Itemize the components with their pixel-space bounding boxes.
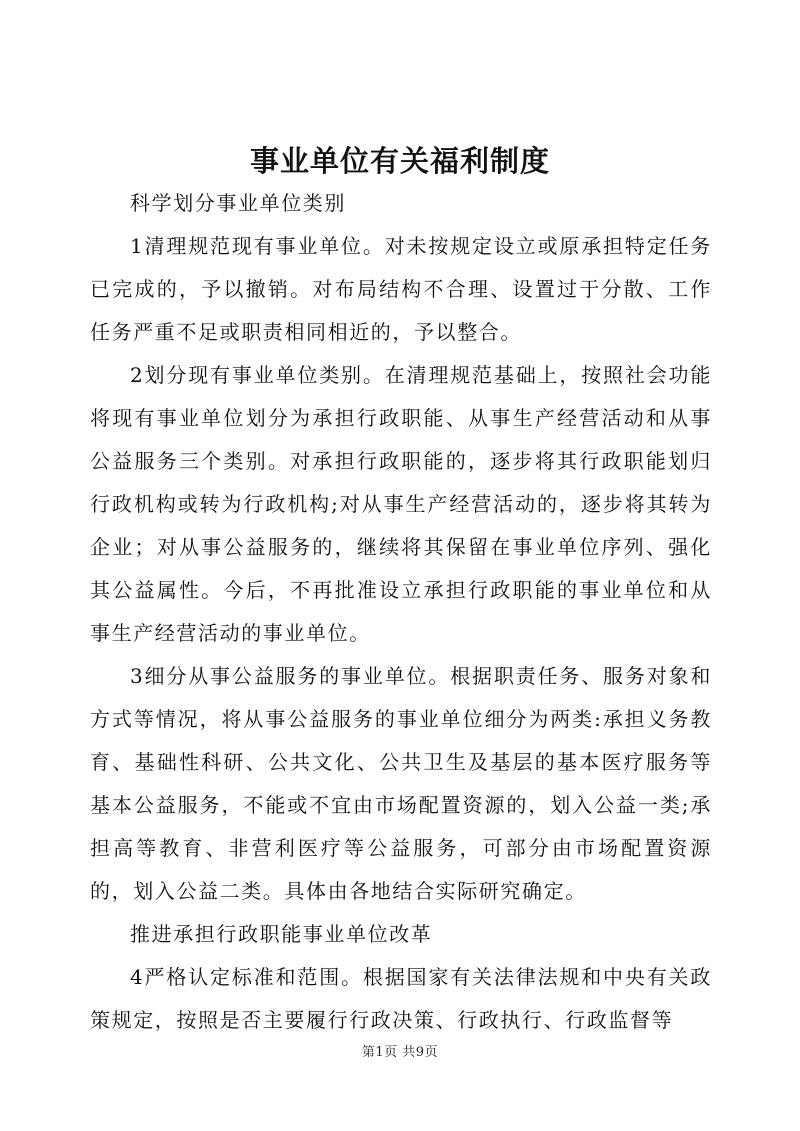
- paragraph-1: 1清理规范现有事业单位。对未按规定设立或原承担特定任务已完成的，予以撤销。对布局结构不合理、设置过于分散、工作任务严重不足或职责相同相近的，予以整合。: [90, 234, 712, 344]
- document-body: [90, 182, 712, 1042]
- section-heading-reform: 推进承担行政职能事业单位改革: [130, 922, 433, 946]
- document-title: 事业单位有关福利制度: [249, 144, 550, 178]
- page-footer: 第1页 共9页: [361, 1045, 439, 1060]
- section-heading-classification: 科学划分事业单位类别: [130, 191, 346, 215]
- paragraph-3: 3细分从事公益服务的事业单位。根据职责任务、服务对象和方式等情况，将从事公益服务的事业单位细分为两类:承担义务教育、基础性科研、公共文化、公共卫生及基层的基本医疗服务等基本公益服务，不能或不宜由市场配置资源的，划入公益一类;承担高等教育、非营利医疗等公益服务，可部分由市场配置资源的，划入公益二类。具体由各地结合实际研究确定。: [90, 664, 712, 903]
- paragraph-4: 4严格认定标准和范围。根据国家有关法律法规和中央有关政策规定，按照是否主要履行行政决策、行政执行、行政监督等: [90, 965, 712, 1032]
- paragraph-2: 2划分现有事业单位类别。在清理规范基础上，按照社会功能将现有事业单位划分为承担行政职能、从事生产经营活动和从事公益服务三个类别。对承担行政职能的，逐步将其行政职能划归行政机构或转为行政机构;对从事生产经营活动的，逐步将其转为企业；对从事公益服务的，继续将其保留在事业单位序列、强化其公益属性。今后，不再批准设立承担行政职能的事业单位和从事生产经营活动的事业单位。: [90, 363, 712, 645]
